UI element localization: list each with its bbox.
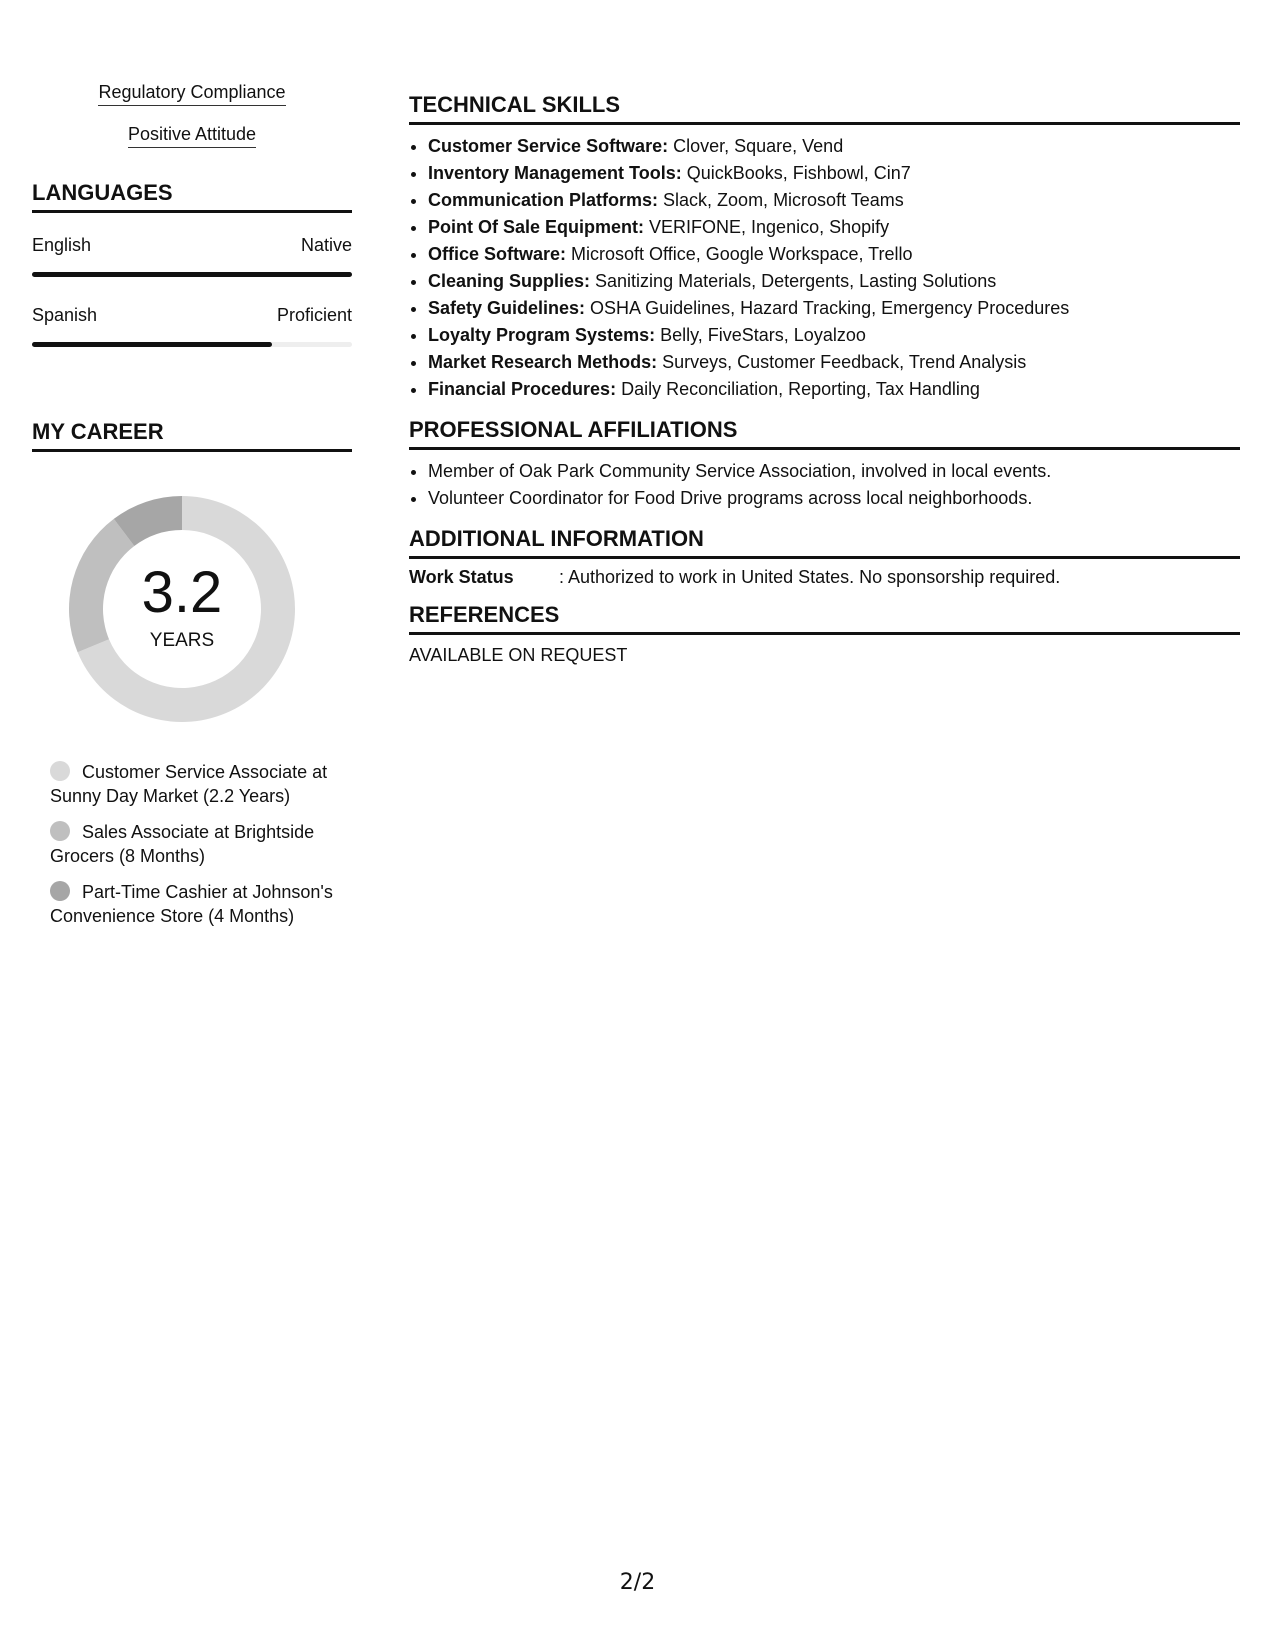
additional-info-title: ADDITIONAL INFORMATION [409,526,1240,559]
career-section [32,419,352,928]
language-name: English [32,235,92,255]
languages-title: LANGUAGES [32,180,352,213]
list-item [428,322,1240,349]
skill-category: Point Of Sale Equipment: [428,217,645,237]
career-item [50,760,340,808]
career-item [50,820,340,868]
list-item: • Volunteer Coordinator for Food Drive programs across local neighborhoods. [428,485,1240,512]
language-proficiency-fill [32,342,272,347]
main-content [409,92,1240,680]
skill-values: Microsoft Office, Google Workspace, Trello [566,244,913,264]
list-item: • Member of Oak Park Community Service Association, involved in local events. [428,458,1240,485]
skills-list [32,82,352,148]
skill-values: QuickBooks, Fishbowl, Cin7 [681,163,911,183]
career-item-label: Sales Associate at Brightside Grocers (8 Months) [50,822,315,866]
language-item [32,305,352,347]
skill-values: Belly, FiveStars, Loyalzoo [655,325,866,345]
list-item [428,160,1240,187]
references-title: REFERENCES [409,602,1240,635]
references-text: AVAILABLE ON REQUEST [409,645,628,665]
work-status-value: : Authorized to work in United States. No sponsorship required. [559,567,1061,587]
skill-values: Surveys, Customer Feedback, Trend Analysis [657,352,1027,372]
skill-category: Safety Guidelines: [428,298,586,318]
affiliations-list [409,458,1240,512]
legend-dot-icon [50,821,70,841]
career-item-label: Part-Time Cashier at Johnson's Convenience Store (4 Months) [50,882,333,926]
legend-dot-icon [50,761,70,781]
career-item [50,880,340,928]
career-legend [50,760,340,928]
list-item [428,241,1240,268]
list-item [428,268,1240,295]
career-item-label: Customer Service Associate at Sunny Day Market (2.2 Years) [50,762,328,806]
skill-category: Communication Platforms: [428,190,659,210]
list-item [428,214,1240,241]
skill-category: Financial Procedures: [428,379,617,399]
technical-skills-title: TECHNICAL SKILLS [409,92,1240,125]
skill-values: OSHA Guidelines, Hazard Tracking, Emergency Procedures [585,298,1070,318]
sidebar [32,82,352,940]
skill-tag: Positive Attitude [128,124,256,148]
list-item [428,295,1240,322]
list-item [428,187,1240,214]
career-donut-chart [67,494,297,724]
skill-category: Market Research Methods: [428,352,658,372]
list-item [428,349,1240,376]
work-status-key: Work Status [409,567,514,587]
skill-values: Sanitizing Materials, Detergents, Lasting Solutions [590,271,997,291]
additional-info-section [409,526,1240,588]
affiliations-title: PROFESSIONAL AFFILIATIONS [409,417,1240,450]
list-item [428,133,1240,160]
career-total-value: 3.2 [141,560,223,625]
page-number: 2/2 [619,1570,656,1595]
legend-dot-icon [50,881,70,901]
technical-skills-list [409,133,1240,403]
language-level: Native [300,235,352,255]
skill-category: Loyalty Program Systems: [428,325,656,345]
languages-section [32,180,352,347]
language-proficiency-bar [32,342,352,347]
list-item [428,376,1240,403]
skill-category: Cleaning Supplies: [428,271,591,291]
affiliations-section [409,417,1240,512]
skill-values: Clover, Square, Vend [668,136,844,156]
language-name: Spanish [32,305,98,325]
skill-category: Inventory Management Tools: [428,163,682,183]
technical-skills-section [409,92,1240,403]
skill-tag: Regulatory Compliance [98,82,285,106]
skill-values: VERIFONE, Ingenico, Shopify [644,217,890,237]
skill-category: Customer Service Software: [428,136,669,156]
career-total-unit: YEARS [149,630,215,651]
language-item [32,235,352,277]
language-proficiency-fill [32,272,352,277]
work-status-row [409,567,1240,588]
skill-category: Office Software: [428,244,567,264]
references-section [409,602,1240,666]
career-title: MY CAREER [32,419,352,452]
skill-values: Daily Reconciliation, Reporting, Tax Handling [616,379,980,399]
skill-values: Slack, Zoom, Microsoft Teams [658,190,904,210]
language-level: Proficient [276,305,352,325]
language-proficiency-bar [32,272,352,277]
